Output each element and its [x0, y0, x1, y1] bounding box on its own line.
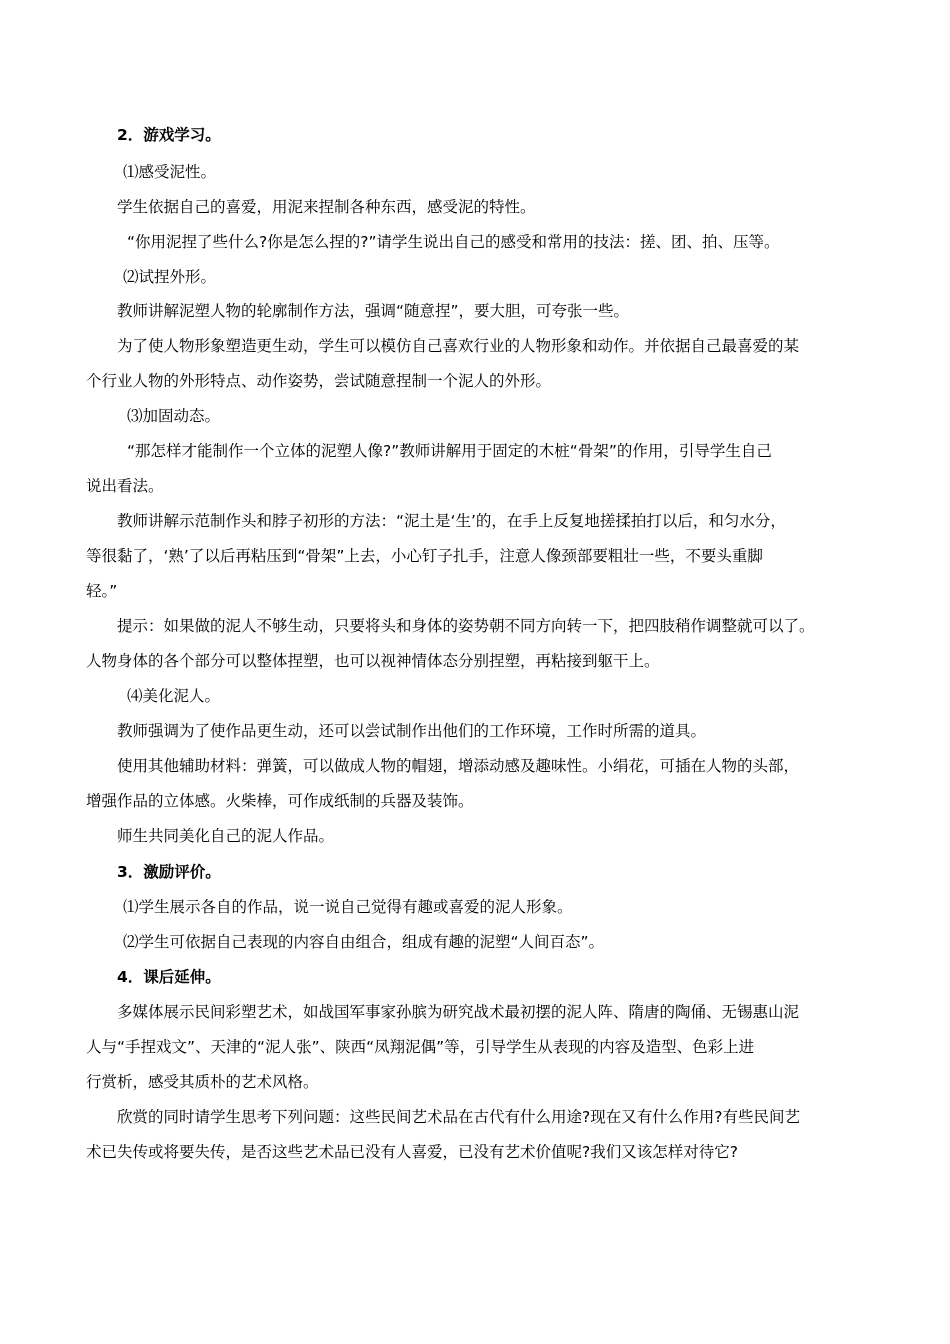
paragraph-line: 使用其他辅助材料：弹簧，可以做成人物的帽翅，增添动感及趣味性。小绢花，可插在人物的头部， [117, 757, 800, 775]
paragraph-line: 提示：如果做的泥人不够生动，只要将头和身体的姿势朝不同方向转一下，把四肢稍作调整就可以了。 [117, 617, 815, 635]
subheading-2: ⑵试捏外形。 [123, 268, 217, 286]
paragraph-line: 人与“手捏戏文”、天津的“泥人张”、陕西“凤翔泥偶”等，引导学生从表现的内容及造型、色彩上进 [86, 1038, 755, 1056]
paragraph-line: 教师强调为了使作品更生动，还可以尝试制作出他们的工作环境，工作时所需的道具。 [117, 722, 707, 740]
paragraph-line: 说出看法。 [86, 477, 164, 495]
paragraph-line: 等很黏了，‘熟’了以后再粘压到“骨架”上去，小心钉子扎手，注意人像颈部要粗壮一些，不要头重脚 [86, 547, 763, 565]
paragraph-line: ⑵学生可依据自己表现的内容自由组合，组成有趣的泥塑“人间百态”。 [123, 933, 605, 951]
paragraph-line: 欣赏的同时请学生思考下列问题：这些民间艺术品在古代有什么用途?现在又有什么作用?有些民间艺 [117, 1108, 800, 1126]
subheading-3: ⑶加固动态。 [127, 407, 221, 425]
paragraph-line: 教师讲解示范制作头和脖子初形的方法：“泥土是‘生’的，在手上反复地搓揉拍打以后，和匀水分， [117, 512, 786, 530]
paragraph-line: ⑴学生展示各自的作品，说一说自己觉得有趣或喜爱的泥人形象。 [123, 898, 573, 916]
paragraph-line: 学生依据自己的喜爱，用泥来捏制各种东西，感受泥的特性。 [117, 198, 536, 216]
paragraph-line: 人物身体的各个部分可以整体捏塑，也可以视神情体态分别捏塑，再粘接到躯干上。 [86, 652, 660, 670]
paragraph-line: 轻。” [86, 582, 118, 600]
paragraph-line: 为了使人物形象塑造更生动，学生可以模仿自己喜欢行业的人物形象和动作。并依据自己最喜爱的某 [117, 337, 800, 355]
paragraph-line: 术已失传或将要失传，是否这些艺术品已没有人喜爱，已没有艺术价值呢?我们又该怎样对待它? [86, 1143, 738, 1161]
section-heading-3: 3．激励评价。 [117, 863, 221, 881]
paragraph-line: 师生共同美化自己的泥人作品。 [117, 827, 335, 845]
paragraph-line: “你用泥捏了些什么?你是怎么捏的?”请学生说出自己的感受和常用的技法：搓、团、拍、压等。 [127, 233, 780, 251]
paragraph-line: “那怎样才能制作一个立体的泥塑人像?”教师讲解用于固定的木桩“骨架”的作用，引导学生自己 [127, 442, 772, 460]
section-heading-2: 2．游戏学习。 [117, 126, 221, 144]
paragraph-line: 教师讲解泥塑人物的轮廓制作方法，强调“随意捏”，要大胆，可夸张一些。 [117, 302, 630, 320]
paragraph-line: 个行业人物的外形特点、动作姿势，尝试随意捏制一个泥人的外形。 [86, 372, 552, 390]
subheading-4: ⑷美化泥人。 [127, 687, 221, 705]
paragraph-line: 增强作品的立体感。火柴棒，可作成纸制的兵器及装饰。 [86, 792, 474, 810]
paragraph-line: 多媒体展示民间彩塑艺术，如战国军事家孙膑为研究战术最初摆的泥人阵、隋唐的陶俑、无锡惠山泥 [117, 1003, 800, 1021]
section-heading-4: 4．课后延伸。 [117, 968, 221, 986]
subheading-1: ⑴感受泥性。 [123, 163, 217, 181]
paragraph-line: 行赏析，感受其质朴的艺术风格。 [86, 1073, 319, 1091]
